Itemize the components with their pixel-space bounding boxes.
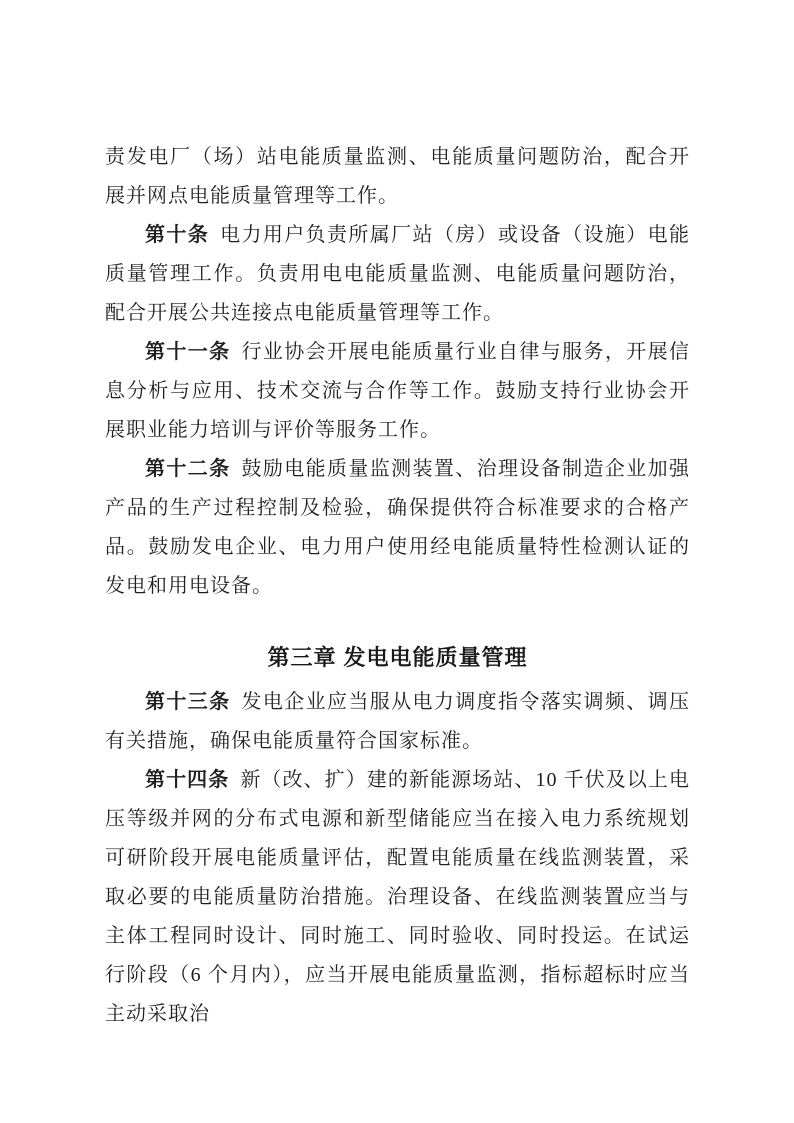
article-text: 发电企业应当服从电力调度指令落实调频、调压有关措施，确保电能质量符合国家标准。 [105, 691, 690, 752]
article-number-label: 第十二条 [145, 458, 231, 480]
article-number-label: 第十四条 [145, 769, 230, 791]
paragraph-article-11 [105, 333, 690, 450]
paragraph-continuation [105, 138, 690, 216]
article-number-label: 第十三条 [145, 691, 231, 713]
article-number-label: 第十条 [145, 224, 210, 246]
paragraph-article-14 [105, 761, 690, 1034]
article-text: 行业协会开展电能质量行业自律与服务，开展信息分析与应用、技术交流与合作等工作。鼓励支持行业协会开展职业能力培训与评价等服务工作。 [105, 341, 690, 441]
article-text: 鼓励电能质量监测装置、治理设备制造企业加强产品的生产过程控制及检验，确保提供符合标准要求的合格产品。鼓励发电企业、电力用户使用经电能质量特性检测认证的发电和用电设备。 [105, 458, 690, 597]
paragraph-article-13 [105, 683, 690, 761]
chapter-heading: 第三章 发电电能质量管理 [267, 645, 528, 670]
article-text: 电力用户负责所属厂站（房）或设备（设施）电能质量管理工作。负责用电电能质量监测、电能质量问题防治，配合开展公共连接点电能质量管理等工作。 [105, 224, 690, 324]
paragraph-text: 责发电厂（场）站电能质量监测、电能质量问题防治，配合开展并网点电能质量管理等工作。 [105, 146, 690, 207]
paragraph-article-10 [105, 216, 690, 333]
article-number-label: 第十一条 [145, 341, 231, 363]
paragraph-article-12 [105, 450, 690, 606]
article-text: 新（改、扩）建的新能源场站、10 千伏及以上电压等级并网的分布式电源和新型储能应当在接入电力系统规划可研阶段开展电能质量评估，配置电能质量在线监测装置，采取必要的电能质量防治措施。治理设备、在线监测装置应当与主体工程同时设计、同时施工、同时验收、同时投运。在试运行阶段（6 个月内），应当开展电能质量监测，指标超标时应当主动采取治 [105, 769, 691, 1025]
